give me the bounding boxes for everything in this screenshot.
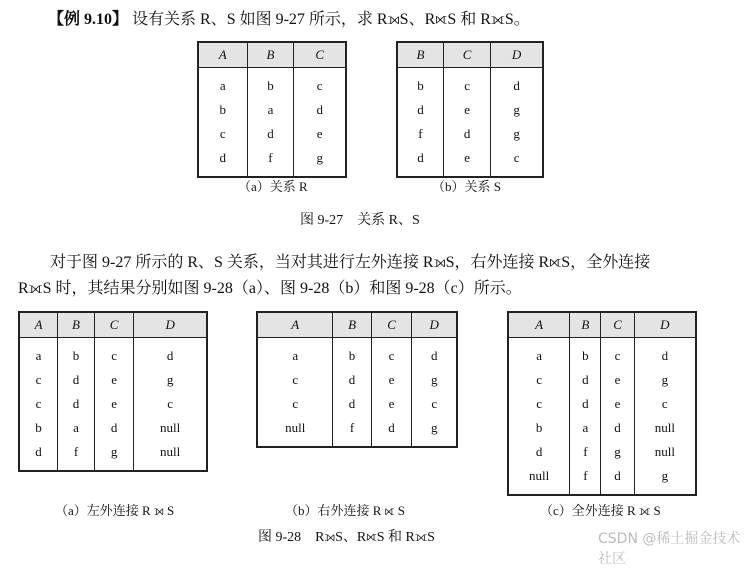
figure-title-9-27: 图 9-27 关系 R、S <box>300 213 420 228</box>
table-cell: null <box>134 416 207 440</box>
column-header: B <box>570 312 601 338</box>
table-left-outer-join <box>18 311 208 472</box>
caption-s: （b）关系 S <box>432 179 501 194</box>
table-cell: null <box>529 468 550 483</box>
column-header: C <box>601 312 634 338</box>
example-text: 设有关系 R、S 如图 9-27 所示，求 R⟕S、R⟖S 和 R⟗S。 <box>132 11 530 28</box>
table-cell: e <box>601 392 634 416</box>
table-cell: d <box>412 338 457 369</box>
table-cell: b <box>247 68 294 99</box>
table-cell: a <box>536 348 543 363</box>
table-row <box>257 338 457 369</box>
table-cell: a <box>219 78 226 93</box>
table-cell: d <box>35 444 42 459</box>
table-right-outer-join <box>256 311 458 448</box>
table-row <box>397 68 543 99</box>
table-row <box>198 98 346 122</box>
header-row <box>19 312 207 338</box>
table-cell: e <box>371 368 412 392</box>
table-cell: c <box>294 68 346 99</box>
column-header: A <box>198 42 247 68</box>
table-cell: d <box>294 98 346 122</box>
table-cell: c <box>35 396 42 411</box>
table-cell: e <box>294 122 346 146</box>
table-cell: c <box>371 338 412 369</box>
table-cell: d <box>601 464 634 495</box>
table-cell: null <box>634 416 696 440</box>
table-cell: d <box>371 416 412 447</box>
table-cell: b <box>58 338 95 369</box>
table-row <box>508 392 696 416</box>
table-cell: a <box>247 98 294 122</box>
table-cell: b <box>35 420 42 435</box>
table-cell: d <box>58 392 95 416</box>
table-row <box>397 122 543 146</box>
table-cell: f <box>247 146 294 177</box>
table-cell: a <box>292 348 299 363</box>
header-row <box>397 42 543 68</box>
column-header: D <box>412 312 457 338</box>
table-cell: c <box>292 372 299 387</box>
column-header: A <box>508 312 570 338</box>
caption-r: （a）关系 R <box>238 179 308 194</box>
table-cell: d <box>535 444 543 459</box>
table-cell: d <box>491 68 543 99</box>
table-row <box>397 98 543 122</box>
table-cell: e <box>601 368 634 392</box>
table-cell: g <box>294 146 346 177</box>
table-cell: g <box>601 440 634 464</box>
table-cell: b <box>333 338 371 369</box>
table-cell: d <box>333 368 371 392</box>
header-row <box>198 42 346 68</box>
table-row <box>257 416 457 447</box>
table-row <box>19 338 207 369</box>
table-row <box>257 392 457 416</box>
table-cell: e <box>443 146 490 177</box>
table-cell: f <box>333 416 371 447</box>
table-cell: d <box>333 392 371 416</box>
column-header: B <box>247 42 294 68</box>
table-relation-s <box>396 41 544 178</box>
table-cell: null <box>134 440 207 471</box>
table-cell: b <box>535 420 543 435</box>
table-cell: c <box>634 392 696 416</box>
table-row <box>19 368 207 392</box>
column-header: B <box>58 312 95 338</box>
table-row <box>508 440 696 464</box>
column-header: D <box>134 312 207 338</box>
caption-full-join: （c）全外连接 R ⟗ S <box>540 503 661 518</box>
column-header: D <box>491 42 543 68</box>
table-row <box>19 416 207 440</box>
table-cell: a <box>58 416 95 440</box>
table-cell: g <box>634 368 696 392</box>
table-cell: g <box>94 440 133 471</box>
table-cell: g <box>134 368 207 392</box>
table-cell: f <box>418 126 423 141</box>
example-heading <box>48 6 530 29</box>
table-relation-r <box>197 41 347 178</box>
table-row <box>508 368 696 392</box>
caption-left-join: （a）左外连接 R ⟕ S <box>55 503 175 518</box>
table-cell: d <box>58 368 95 392</box>
header-row <box>257 312 457 338</box>
table-cell: b <box>570 338 601 369</box>
table-cell: d <box>634 338 696 369</box>
column-header: C <box>443 42 490 68</box>
caption-right-join: （b）右外连接 R ⟖ S <box>285 503 405 518</box>
table-cell: a <box>570 416 601 440</box>
table-cell: d <box>134 338 207 369</box>
column-header: B <box>333 312 371 338</box>
table-cell: c <box>443 68 490 99</box>
example-label: 【例 9.10】 <box>48 11 129 28</box>
table-cell: g <box>412 416 457 447</box>
column-header: C <box>294 42 346 68</box>
table-row <box>198 68 346 99</box>
table-cell: b <box>417 78 424 93</box>
table-row <box>508 416 696 440</box>
table-cell: e <box>371 392 412 416</box>
header-row <box>508 312 696 338</box>
table-cell: f <box>570 440 601 464</box>
table-cell: c <box>491 146 543 177</box>
column-header: B <box>397 42 443 68</box>
table-cell: c <box>601 338 634 369</box>
table-cell: g <box>412 368 457 392</box>
table-cell: e <box>94 392 133 416</box>
table-row <box>508 338 696 369</box>
table-cell: c <box>536 372 543 387</box>
table-row <box>19 392 207 416</box>
table-cell: d <box>219 150 226 165</box>
table-cell: g <box>491 122 543 146</box>
table-cell: e <box>443 98 490 122</box>
table-cell: d <box>443 122 490 146</box>
table-cell: g <box>634 464 696 495</box>
table-cell: e <box>94 368 133 392</box>
column-header: C <box>94 312 133 338</box>
table-cell: c <box>134 392 207 416</box>
column-header: C <box>371 312 412 338</box>
table-full-outer-join <box>507 311 697 496</box>
table-cell: d <box>601 416 634 440</box>
table-cell: b <box>219 102 226 117</box>
table-cell: c <box>94 338 133 369</box>
table-cell: d <box>417 102 424 117</box>
table-row <box>198 122 346 146</box>
table-cell: c <box>35 372 42 387</box>
table-cell: d <box>94 416 133 440</box>
paragraph-line-2: R⟗S 时，其结果分别如图 9-28（a）、图 9-28（b）和图 9-28（c）所示。 <box>18 280 522 297</box>
table-cell: c <box>292 396 299 411</box>
watermark: CSDN @稀土掘金技术社区 <box>598 531 741 567</box>
table-cell: d <box>417 150 424 165</box>
table-cell: g <box>491 98 543 122</box>
table-cell: c <box>536 396 543 411</box>
table-row <box>198 146 346 177</box>
column-header: D <box>634 312 696 338</box>
table-cell: null <box>285 420 306 435</box>
table-cell: c <box>219 126 226 141</box>
table-cell: c <box>412 392 457 416</box>
column-header: A <box>257 312 333 338</box>
column-header: A <box>19 312 58 338</box>
table-row <box>508 464 696 495</box>
figure-title-9-28: 图 9-28 R⟕S、R⟖S 和 R⟗S <box>258 530 435 545</box>
table-cell: d <box>247 122 294 146</box>
table-row <box>257 368 457 392</box>
table-cell: f <box>58 440 95 471</box>
table-cell: d <box>570 392 601 416</box>
table-row <box>397 146 543 177</box>
table-row <box>19 440 207 471</box>
table-cell: null <box>634 440 696 464</box>
table-cell: a <box>35 348 42 363</box>
table-cell: f <box>570 464 601 495</box>
paragraph-line-1: 对于图 9-27 所示的 R、S 关系，当对其进行左外连接 R⟕S，右外连接 R⟖S，全外连接 <box>50 254 651 271</box>
table-cell: d <box>570 368 601 392</box>
